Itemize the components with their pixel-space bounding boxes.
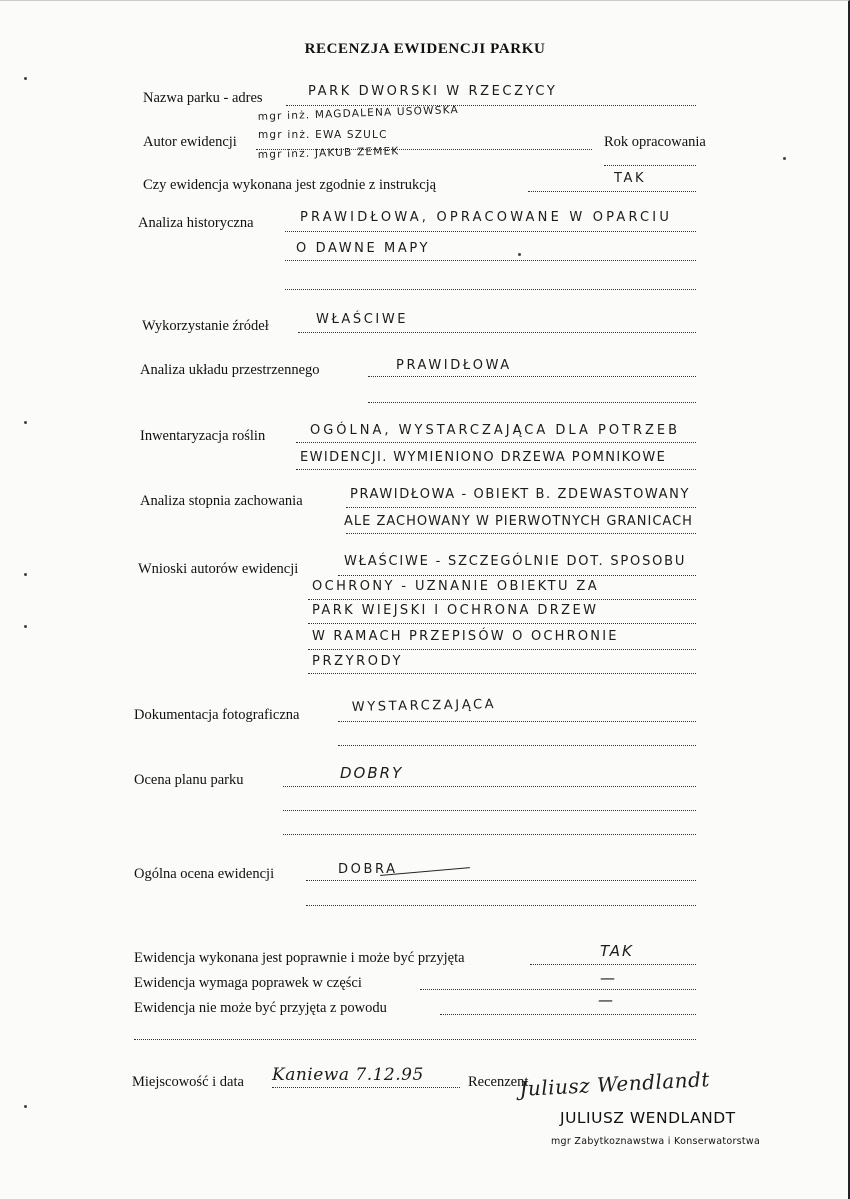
- corrections-label: Ewidencja wymaga poprawek w części: [134, 975, 362, 991]
- spatial-layout-label: Analiza układu przestrzennego: [140, 362, 320, 378]
- historical-analysis-line-3: [285, 289, 696, 290]
- park-plan-line-2: [283, 810, 696, 811]
- rejected-line-2: [134, 1039, 696, 1040]
- rejected-label: Ewidencja nie może być przyjęta z powodu: [134, 1000, 387, 1016]
- spatial-layout-value: PRAWIDŁOWA: [396, 358, 512, 373]
- scan-speck: [24, 625, 27, 628]
- spatial-layout-line-1: [368, 376, 696, 377]
- preservation-analysis-value-2: ALE ZACHOWANY W PIERWOTNYCH GRANICACH: [344, 514, 693, 529]
- park-plan-rating-label: Ocena planu parku: [134, 772, 244, 788]
- historical-analysis-value-1: PRAWIDŁOWA, OPRACOWANE W OPARCIU: [300, 210, 673, 225]
- historical-analysis-label: Analiza historyczna: [138, 215, 254, 231]
- scan-speck: [783, 157, 786, 160]
- spatial-layout-line-2: [368, 402, 696, 403]
- photo-documentation-label: Dokumentacja fotograficzna: [134, 707, 300, 723]
- overall-rating-label: Ogólna ocena ewidencji: [134, 866, 275, 882]
- park-plan-rating-value: DOBRY: [340, 764, 404, 782]
- rejected-line-1: [440, 1014, 696, 1015]
- historical-analysis-value-2: O DAWNE MAPY: [296, 241, 431, 256]
- rejected-value: —: [598, 991, 613, 1009]
- historical-analysis-line-2: [285, 260, 696, 261]
- preservation-analysis-value-1: PRAWIDŁOWA - OBIEKT B. ZDEWASTOWANY: [350, 487, 691, 502]
- historical-analysis-line-1: [285, 231, 696, 232]
- park-name-value: PARK DWORSKI W RZECZYCY: [308, 84, 558, 99]
- plant-inventory-line-1: [296, 442, 696, 443]
- conclusions-line-3: [308, 623, 696, 624]
- place-date-value: Kaniewa 7.12.95: [272, 1065, 424, 1085]
- reviewer-stamp-title: mgr Zabytkoznawstwa i Konserwatorstwa: [551, 1136, 761, 1147]
- accepted-line: [530, 964, 696, 965]
- conclusions-value-3: PARK WIEJSKI I OCHRONA DRZEW: [312, 603, 599, 618]
- accepted-label: Ewidencja wykonana jest poprawnie i może być przyjęta: [134, 950, 465, 966]
- park-plan-line-3: [283, 834, 696, 835]
- author-value-1: mgr inż. MAGDALENA USOWSKA: [257, 103, 460, 123]
- instruction-compliance-label: Czy ewidencja wykonana jest zgodnie z instrukcją: [143, 177, 437, 193]
- accepted-value: TAK: [600, 942, 634, 960]
- instruction-compliance-line: [528, 191, 696, 192]
- plant-inventory-value-2: EWIDENCJI. WYMIENIONO DRZEWA POMNIKOWE: [300, 450, 667, 465]
- plant-inventory-label: Inwentaryzacja roślin: [140, 428, 266, 444]
- conclusions-value-2: OCHRONY - UZNANIE OBIEKTU ZA: [312, 579, 599, 594]
- park-name-line: [286, 105, 696, 106]
- corrections-line: [420, 989, 696, 990]
- conclusions-value-5: PRZYRODY: [312, 654, 404, 669]
- sources-line: [298, 332, 696, 333]
- year-line: [604, 165, 696, 166]
- reviewer-signature: Juliusz Wendlandt: [518, 1067, 711, 1101]
- park-plan-line-1: [283, 786, 696, 787]
- form-title: RECENZJA EWIDENCJI PARKU: [304, 41, 546, 57]
- plant-inventory-value-1: OGÓLNA, WYSTARCZAJĄCA DLA POTRZEB: [310, 423, 681, 438]
- reviewer-stamp-name: JULIUSZ WENDLANDT: [560, 1109, 736, 1127]
- scan-speck: [518, 253, 521, 256]
- author-label: Autor ewidencji: [143, 134, 237, 150]
- conclusions-line-5: [308, 673, 696, 674]
- scan-speck: [24, 1105, 27, 1108]
- conclusions-line-2: [308, 599, 696, 600]
- author-value-2: mgr inż. EWA SZULC: [258, 129, 388, 141]
- photo-documentation-value: WYSTARCZAJĄCA: [351, 696, 497, 715]
- scan-speck: [24, 77, 27, 80]
- overall-rating-value: DOBRA: [338, 862, 398, 877]
- scan-speck: [24, 573, 27, 576]
- sources-label: Wykorzystanie źródeł: [142, 318, 269, 334]
- reviewer-label: Recenzent: [468, 1074, 529, 1090]
- plant-inventory-line-2: [296, 469, 696, 470]
- place-date-line: [272, 1087, 460, 1088]
- conclusions-line-4: [308, 649, 696, 650]
- overall-rating-line-2: [306, 905, 696, 906]
- park-name-label: Nazwa parku - adres: [143, 90, 263, 106]
- corrections-value: —: [600, 969, 615, 987]
- authors-conclusions-label: Wnioski autorów ewidencji: [138, 561, 299, 577]
- conclusions-value-1: WŁAŚCIWE - SZCZEGÓLNIE DOT. SPOSOBU: [344, 554, 687, 569]
- sources-value: WŁAŚCIWE: [316, 312, 409, 327]
- preservation-analysis-line-2: [346, 533, 696, 534]
- instruction-compliance-value: TAK: [614, 171, 647, 186]
- preservation-analysis-label: Analiza stopnia zachowania: [140, 493, 303, 509]
- overall-rating-line-1: [306, 880, 696, 881]
- conclusions-value-4: W RAMACH PRZEPISÓW O OCHRONIE: [312, 629, 619, 644]
- conclusions-line-1: [338, 575, 696, 576]
- author-value-3: mgr inż. JAKUB ZEMEK: [257, 145, 400, 161]
- year-label: Rok opracowania: [604, 134, 706, 150]
- preservation-analysis-line-1: [346, 507, 696, 508]
- scan-speck: [24, 421, 27, 424]
- photo-documentation-line-2: [338, 745, 696, 746]
- photo-documentation-line-1: [338, 721, 696, 722]
- place-date-label: Miejscowość i data: [132, 1074, 244, 1090]
